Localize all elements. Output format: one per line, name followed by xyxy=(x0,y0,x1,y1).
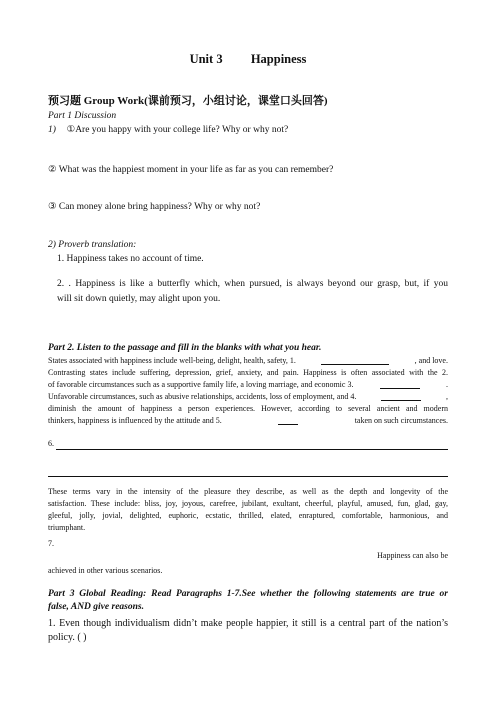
achieved-text: achieved in other various scenarios. xyxy=(48,566,163,575)
passage-line-1-text: States associated with happiness include well-being, delight, health, safety, 1. xyxy=(48,356,296,365)
also-text: Happiness can also be xyxy=(377,551,448,560)
unit-topic: Happiness xyxy=(250,52,307,66)
terms-line-3: gleeful, jolly, jovial, delighted, euphoric, ecstatic, thrilled, elated, enraptured, comfortable, harmonious, and xyxy=(48,511,448,520)
passage-line-3-text: of favorable circumstances such as a supportive family life, a loving marriage, and economic 3. xyxy=(48,380,354,389)
passage-line-6 xyxy=(48,416,448,425)
passage-line-6-end: taken on such circumstances. xyxy=(354,416,448,425)
blank-6-label: 6. xyxy=(48,439,54,448)
proverb-2-line-2: will sit down quietly, may alight upon you. xyxy=(57,294,221,304)
proverb-1: 1. Happiness takes no account of time. xyxy=(57,254,204,264)
passage-line-6-text: thinkers, happiness is influenced by the attitude and 5. xyxy=(48,416,222,425)
blank-7-label: 7. xyxy=(48,539,54,548)
question-1-prefix: 1) xyxy=(48,125,56,135)
blank-5[interactable] xyxy=(278,416,298,425)
question-1-text: ①Are you happy with your college life? Why or why not? xyxy=(66,125,289,135)
passage-line-3 xyxy=(48,380,448,389)
proverb-heading: 2) Proverb translation: xyxy=(48,240,137,250)
blank-6-line-1[interactable] xyxy=(56,449,448,450)
passage-line-1 xyxy=(48,356,448,365)
blank-3[interactable] xyxy=(380,380,420,389)
preview-heading: 预习题 Group Work(课前预习，小组讨论，课堂口头回答) xyxy=(48,95,328,107)
question-3: ③ Can money alone bring happiness? Why or why not? xyxy=(48,202,261,212)
unit-label: Unit 3 xyxy=(189,52,223,66)
terms-line-2: satisfaction. These include: bliss, joy, joyous, carefree, jubilant, exultant, cheerful, playful, amused, fun, glad, gay, xyxy=(48,499,448,508)
question-1 xyxy=(48,124,288,135)
terms-line-1: These terms vary in the intensity of the pleasure they describe, as well as the depth and longevity of the xyxy=(48,487,448,496)
statement-1-line-1: 1. Even though individualism didn’t make people happier, it still is a central part of the nation’s xyxy=(48,618,448,629)
blank-6-line-2[interactable] xyxy=(48,476,448,477)
passage-line-2: Contrasting states include suffering, depression, grief, anxiety, and pain. Happiness is often associated with the 2. xyxy=(48,368,448,377)
proverb-2-line-1: 2. . Happiness is like a butterfly which, when pursued, is always beyond our grasp, but, if you xyxy=(57,279,448,289)
passage-line-3-end: . xyxy=(445,380,448,389)
passage-line-4-text: Unfavorable circumstances, such as abusive relationships, accidents, loss of employment, and 4. xyxy=(48,392,357,401)
question-2: ② What was the happiest moment in your life as far as you can remember? xyxy=(48,165,334,175)
statement-1-line-2: policy. ( ) xyxy=(48,632,87,643)
blank-4[interactable] xyxy=(381,392,421,401)
terms-line-4: triumphant. xyxy=(48,523,86,532)
page-title xyxy=(0,52,496,67)
passage-line-5: diminish the amount of happiness a person experiences. However, according to several ancient and modern xyxy=(48,404,448,413)
passage-line-1-end: , and love. xyxy=(414,356,448,365)
passage-line-4-end: , xyxy=(445,392,448,401)
part2-heading: Part 2. Listen to the passage and fill in the blanks with what you hear. xyxy=(48,343,322,353)
blank-1[interactable] xyxy=(321,356,389,365)
part3-heading-line-1: Part 3 Global Reading: Read Paragraphs 1-7.See whether the following statements are true or xyxy=(48,589,448,599)
part1-heading: Part 1 Discussion xyxy=(48,111,117,121)
passage-line-4 xyxy=(48,392,448,401)
part3-heading-line-2: false, AND give reasons. xyxy=(48,602,144,612)
